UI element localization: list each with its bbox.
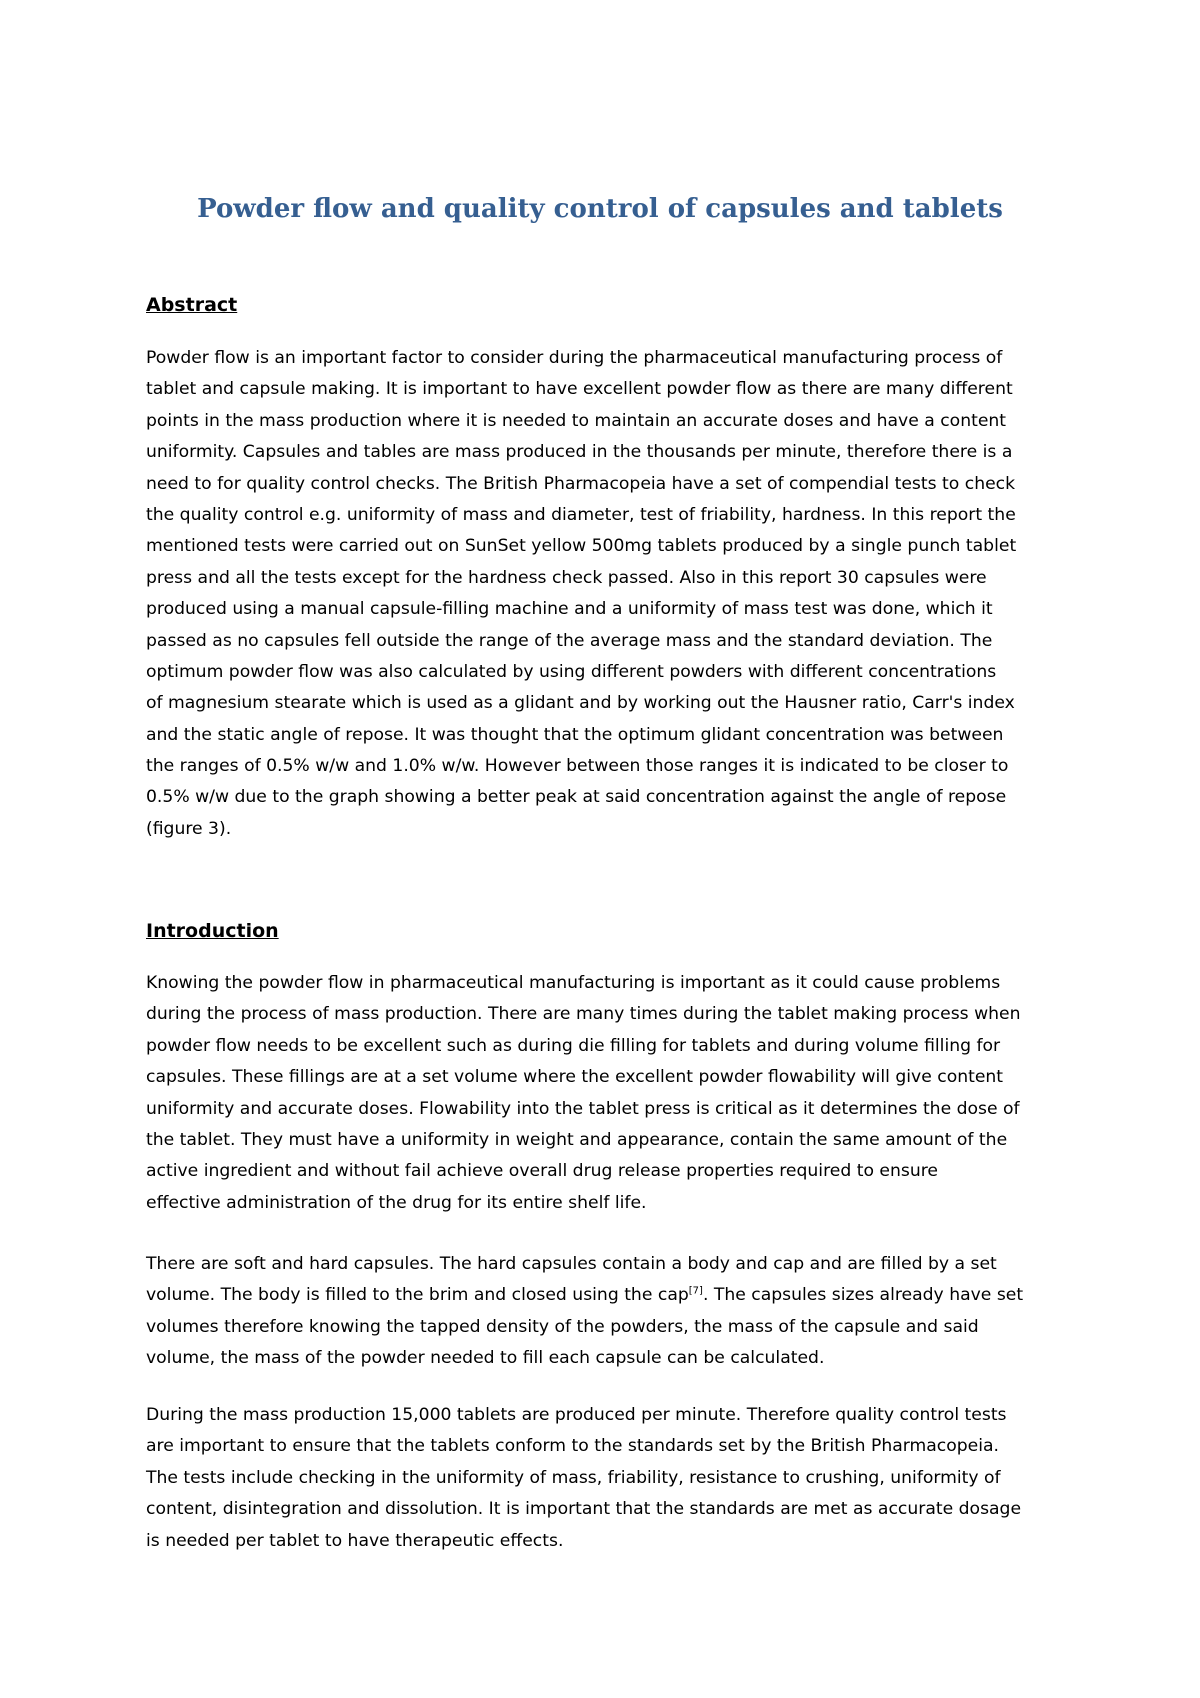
text-line: volume, the mass of the powder needed to fill each capsule can be calculated. [146,1348,825,1369]
text-line: optimum powder flow was also calculated by using different powders with different concentrations [146,661,997,682]
text-line: are important to ensure that the tablets conform to the standards set by the British Pharmacopeia. [146,1436,1000,1457]
text-line: active ingredient and without fail achieve overall drug release properties required to ensure [146,1161,939,1182]
introduction-paragraph-1 [146,968,1066,1219]
text-line: Powder flow is an important factor to consider during the pharmaceutical manufacturing process of [146,348,1003,368]
text-line: There are soft and hard capsules. The hard capsules contain a body and cap and are filled by a set [146,1254,997,1274]
introduction-paragraph-3 [146,1400,1066,1557]
text-line: the ranges of 0.5% w/w and 1.0% w/w. However between those ranges it is indicated to be closer to [146,756,1009,777]
text-line: need to for quality control checks. The British Pharmacopeia have a set of compendial tests to check [146,473,1016,494]
introduction-heading: Introduction [146,920,279,942]
text-line: the quality control e.g. uniformity of mass and diameter, test of friability, hardness. In this report the [146,504,1016,525]
text-line: uniformity and accurate doses. Flowability into the tablet press is critical as it determines the dose of [146,1098,1020,1119]
abstract-heading: Abstract [146,294,238,316]
text-line: 0.5% w/w due to the graph showing a better peak at said concentration against the angle of repose [146,787,1007,808]
text-line: during the process of mass production. There are many times during the tablet making process when [146,1004,1021,1025]
citation-reference: [7] [688,1285,703,1297]
text-line: Knowing the powder flow in pharmaceutical manufacturing is important as it could cause problems [146,973,1001,993]
text-line: produced using a manual capsule-filling machine and a uniformity of mass test was done, which it [146,599,993,620]
text-line: volumes therefore knowing the tapped density of the powders, the mass of the capsule and said [146,1316,979,1337]
text-line: effective administration of the drug for its entire shelf life. [146,1192,647,1213]
text-line: capsules. These fillings are at a set volume where the excellent powder flowability will give content [146,1067,1004,1088]
text-segment: volume. The body is filled to the brim and closed using the cap [146,1285,689,1306]
abstract-paragraph [146,343,1066,845]
text-line: (figure 3). [146,818,232,839]
text-line: passed as no capsules fell outside the range of the average mass and the standard deviation. The [146,630,993,651]
text-line-with-citation [146,1280,1066,1311]
document-title: Powder flow and quality control of capsules and tablets [197,194,1003,224]
text-line: points in the mass production where it is needed to maintain an accurate doses and have a content [146,410,1007,431]
text-line: During the mass production 15,000 tablets are produced per minute. Therefore quality control tests [146,1405,1007,1425]
text-line: tablet and capsule making. It is important to have excellent powder flow as there are many different [146,379,1013,400]
text-line: content, disintegration and dissolution. It is important that the standards are met as accurate dosage [146,1499,1022,1520]
text-segment: . The capsules sizes already have set [702,1285,1024,1306]
text-line: powder flow needs to be excellent such as during die filling for tablets and during volume filling for [146,1035,1001,1056]
text-line: The tests include checking in the uniformity of mass, friability, resistance to crushing, uniformity of [146,1467,1001,1488]
introduction-paragraph-2 [146,1249,1066,1375]
text-line: mentioned tests were carried out on SunSet yellow 500mg tablets produced by a single punch tablet [146,536,1017,557]
text-line: the tablet. They must have a uniformity in weight and appearance, contain the same amount of the [146,1129,1008,1150]
text-line: press and all the tests except for the hardness check passed. Also in this report 30 capsules were [146,567,987,588]
text-line: and the static angle of repose. It was thought that the optimum glidant concentration was between [146,724,1004,745]
text-line: uniformity. Capsules and tables are mass produced in the thousands per minute, therefore there is a [146,442,1013,463]
text-line: is needed per tablet to have therapeutic effects. [146,1530,564,1551]
text-line: of magnesium stearate which is used as a glidant and by working out the Hausner ratio, Carr's index [146,693,1015,714]
